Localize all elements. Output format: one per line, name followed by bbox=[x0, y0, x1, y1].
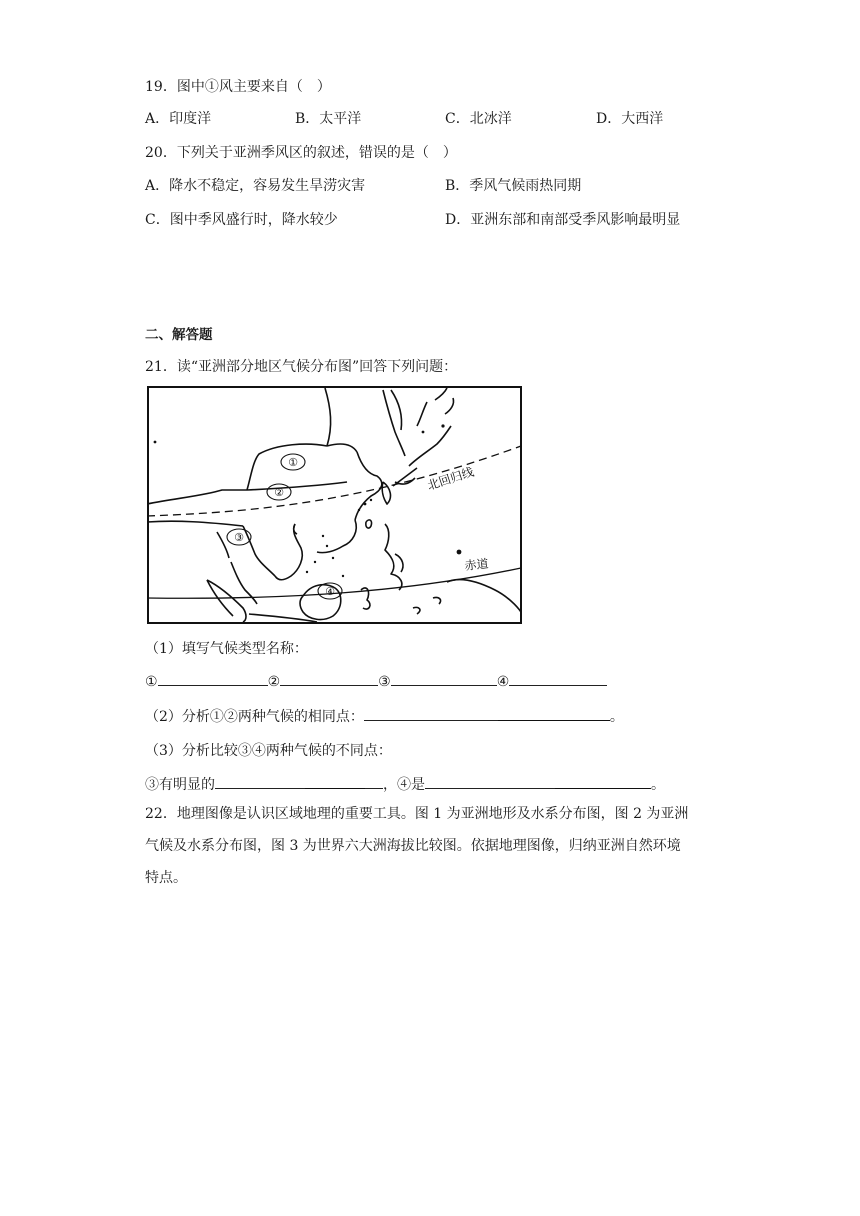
asia-climate-map bbox=[147, 386, 522, 624]
q19-stem: 19．图中①风主要来自（ ） bbox=[145, 79, 331, 95]
answer-blank-5b[interactable] bbox=[498, 706, 610, 721]
q21-sub3-end: 。 bbox=[651, 777, 665, 793]
answer-blank-1[interactable] bbox=[158, 671, 268, 686]
blank-mark-3: ③ bbox=[378, 674, 391, 690]
region-label-2: ② bbox=[274, 486, 284, 499]
answer-blank-7b[interactable] bbox=[555, 774, 651, 789]
section-title: 二、解答题 bbox=[145, 327, 213, 343]
answer-blank-2[interactable] bbox=[280, 671, 378, 686]
q21-sub1: （1）填写气候类型名称： bbox=[145, 641, 308, 657]
q21-sub3-b: ，④是 bbox=[383, 777, 425, 793]
q21-stem: 21．读“亚洲部分地区气候分布图”回答下列问题： bbox=[145, 359, 458, 375]
blank-mark-4: ④ bbox=[496, 674, 510, 690]
q22-line-3: 特点。 bbox=[145, 870, 187, 886]
q21-sub2-row bbox=[145, 706, 624, 726]
q22-line-1: 22．地理图像是认识区域地理的重要工具。图 1 为亚洲地形及水系分布图，图 2 为亚洲 bbox=[145, 806, 689, 822]
q19-option-c: C．北冰洋 bbox=[445, 111, 512, 127]
region-label-4: ④ bbox=[325, 585, 335, 598]
q22-line-2: 气候及水系分布图，图 3 为世界六大洲海拔比较图。依据地理图像，归纳亚洲自然环境 bbox=[145, 838, 681, 854]
region-label-3: ③ bbox=[234, 531, 244, 544]
q21-sub2: （2）分析①②两种气候的相同点： bbox=[145, 709, 364, 725]
q19-option-b: B．太平洋 bbox=[295, 111, 362, 127]
answer-blank-7a[interactable] bbox=[425, 774, 555, 789]
answer-blank-6b[interactable] bbox=[305, 774, 365, 789]
answer-blank-4[interactable] bbox=[509, 671, 607, 686]
q19-option-d: D．大西洋 bbox=[596, 111, 664, 127]
q21-sub3-a: ③有明显的 bbox=[145, 777, 215, 793]
tropic-of-cancer-label: 北回归线 bbox=[425, 464, 476, 493]
answer-blank-6c[interactable] bbox=[365, 774, 383, 789]
q21-sub2-end: 。 bbox=[609, 709, 624, 725]
region-label-1: ① bbox=[288, 456, 298, 469]
q20-option-c: C．图中季风盛行时，降水较少 bbox=[145, 212, 338, 228]
q20-option-b: B．季风气候雨热同期 bbox=[445, 178, 582, 194]
blank-mark-2: ② bbox=[267, 674, 281, 690]
answer-blank-3[interactable] bbox=[391, 671, 497, 686]
answer-blank-6a[interactable] bbox=[215, 774, 305, 789]
q22-paragraph bbox=[145, 798, 725, 894]
blank-mark-1: ① bbox=[145, 674, 158, 690]
q21-blanks-row bbox=[145, 671, 607, 690]
q21-sub3: （3）分析比较③④两种气候的不同点： bbox=[145, 743, 392, 759]
q20-option-a: A．降水不稳定，容易发生旱涝灾害 bbox=[145, 178, 366, 194]
q20-stem: 20．下列关于亚洲季风区的叙述，错误的是（ ） bbox=[145, 145, 457, 161]
q20-option-d: D．亚洲东部和南部受季风影响最明显 bbox=[445, 212, 681, 228]
q21-sub3-row bbox=[145, 774, 665, 794]
q19-option-a: A．印度洋 bbox=[145, 111, 212, 127]
answer-blank-5a[interactable] bbox=[364, 706, 498, 721]
equator-label: 赤道 bbox=[463, 556, 490, 573]
